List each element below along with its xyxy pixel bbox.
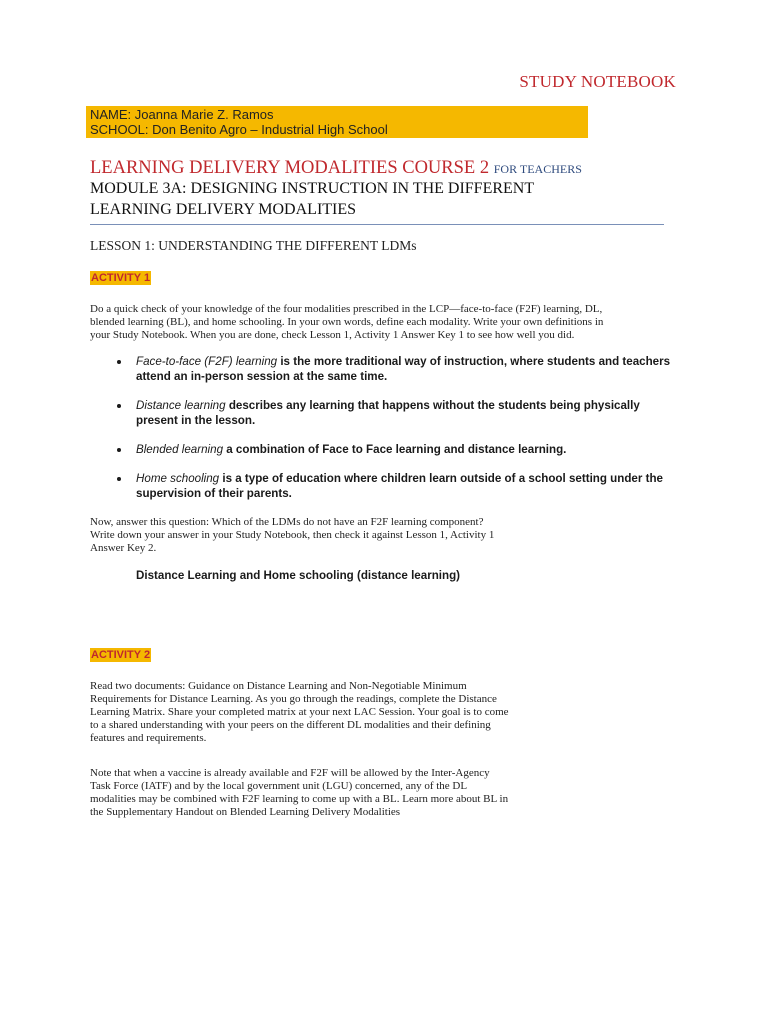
- lesson-title: LESSON 1: UNDERSTANDING THE DIFFERENT LDMs: [90, 238, 417, 253]
- activity-1-question: [90, 516, 690, 555]
- definition-term: Home schooling: [136, 472, 220, 485]
- course-title: [90, 158, 582, 179]
- definition-f2f: [114, 354, 684, 384]
- definition-desc: a combination of Face to Face learning and distance learning.: [223, 443, 567, 456]
- bullet-icon: [117, 404, 121, 408]
- paragraph-line: Requirements for Distance Learning. As you go through the readings, complete the Distance: [90, 693, 497, 705]
- student-info-box: [86, 106, 588, 138]
- definition-desc: describes any learning that happens without the students being physically present in the lesson.: [136, 399, 640, 427]
- definition-term: Distance learning: [136, 399, 226, 412]
- definition-desc: is the more traditional way of instruction, where students and teachers attend an in-person session at the same time.: [136, 355, 671, 383]
- intro-line: your Study Notebook. When you are done, check Lesson 1, Activity 1 Answer Key 1 to see how well you did.: [90, 329, 575, 341]
- intro-line: blended learning (BL), and home schooling. In your own words, define each modality. Write your own definitions in: [90, 316, 604, 328]
- question-line: Write down your answer in your Study Notebook, then check it against Lesson 1, Activity 1: [90, 529, 495, 541]
- paragraph-line: Learning Matrix. Share your completed matrix at your next LAC Session. Your goal is to come: [90, 706, 509, 718]
- paragraph-line: Read two documents: Guidance on Distance Learning and Non-Negotiable Minimum: [90, 680, 467, 692]
- module-title-line-2: LEARNING DELIVERY MODALITIES: [90, 201, 357, 218]
- definition-distance-learning: [114, 398, 684, 428]
- activity-1-intro: [90, 303, 690, 342]
- module-title-line-1: MODULE 3A: DESIGNING INSTRUCTION IN THE DIFFERENT: [90, 180, 535, 197]
- activity-2-paragraph-2: [90, 767, 690, 819]
- bullet-icon: [117, 477, 121, 481]
- activity-1-answer: Distance Learning and Home schooling (distance learning): [136, 569, 461, 582]
- definition-blended-learning: [114, 442, 684, 457]
- bullet-icon: [117, 360, 121, 364]
- activity-1-label: ACTIVITY 1: [91, 272, 151, 284]
- paragraph-line: Task Force (IATF) and by the local government unit (LGU) concerned, any of the DL: [90, 780, 468, 792]
- activity-2-paragraph-1: [90, 680, 690, 745]
- paragraph-line: the Supplementary Handout on Blended Learning Delivery Modalities: [90, 806, 401, 818]
- course-audience: FOR TEACHERS: [493, 162, 582, 176]
- course-title-text: LEARNING DELIVERY MODALITIES COURSE 2: [90, 158, 490, 178]
- section-divider: [90, 224, 664, 225]
- activity-2-label: ACTIVITY 2: [91, 649, 151, 661]
- definition-term: Blended learning: [136, 443, 224, 456]
- intro-line: Do a quick check of your knowledge of the four modalities prescribed in the LCP—face-to-face (F2F) learning, DL,: [90, 303, 603, 315]
- student-name: NAME: Joanna Marie Z. Ramos: [90, 107, 274, 122]
- paragraph-line: to a shared understanding with your peers on the different DL modalities and their defining: [90, 719, 491, 731]
- definitions-list: [114, 354, 684, 515]
- student-school: SCHOOL: Don Benito Agro – Industrial High School: [90, 122, 388, 137]
- definition-desc: is a type of education where children learn outside of a school setting under the supervision of their parents.: [136, 472, 663, 500]
- question-line: Answer Key 2.: [90, 542, 157, 554]
- bullet-icon: [117, 448, 121, 452]
- definition-home-schooling: [114, 471, 684, 501]
- paragraph-line: features and requirements.: [90, 732, 207, 744]
- definition-term: Face-to-face (F2F) learning: [136, 355, 278, 368]
- module-title: [90, 178, 610, 220]
- notebook-title: STUDY NOTEBOOK: [519, 72, 676, 91]
- paragraph-line: Note that when a vaccine is already available and F2F will be allowed by the Inter-Agency: [90, 767, 490, 779]
- paragraph-line: modalities may be combined with F2F learning to come up with a BL. Learn more about BL in: [90, 793, 509, 805]
- question-line: Now, answer this question: Which of the LDMs do not have an F2F learning component?: [90, 516, 484, 528]
